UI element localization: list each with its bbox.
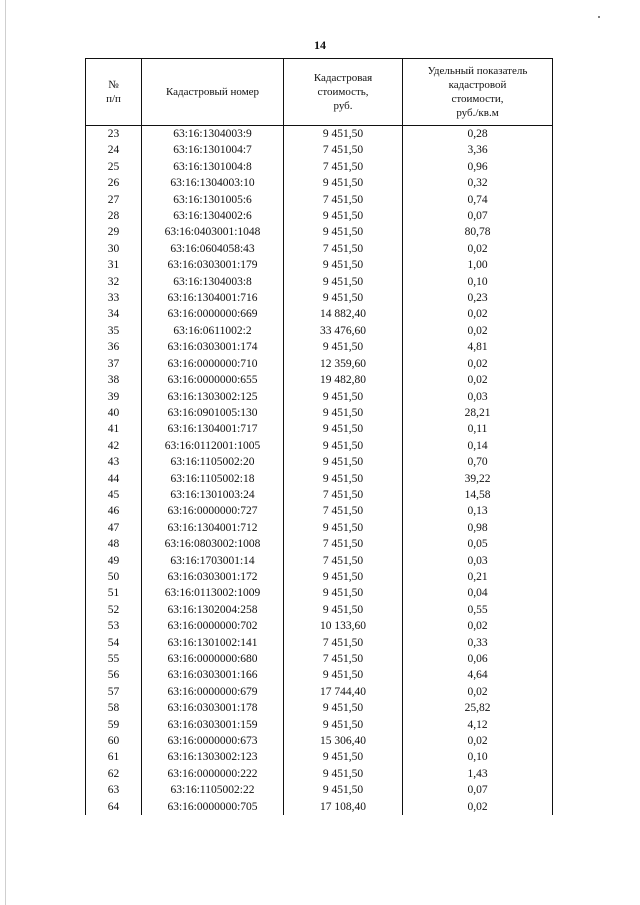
cadastral-cost-cell: 33 476,60: [284, 323, 403, 339]
header-text-line: №: [108, 79, 119, 91]
table-row: [86, 766, 553, 782]
row-number-cell: 52: [86, 602, 142, 618]
table-row: [86, 684, 553, 700]
cadastral-cost-cell: 9 451,50: [284, 454, 403, 470]
table-row: [86, 520, 553, 536]
cadastral-cost-cell: 9 451,50: [284, 569, 403, 585]
specific-rate-cell: 0,05: [403, 536, 553, 552]
row-number-cell: 42: [86, 438, 142, 454]
header-text-line: руб./кв.м: [456, 107, 499, 119]
header-row-number: [86, 59, 142, 126]
table-row: [86, 700, 553, 716]
row-number-cell: 55: [86, 651, 142, 667]
table-row: [86, 323, 553, 339]
row-number-cell: 36: [86, 339, 142, 355]
specific-rate-cell: 0,10: [403, 274, 553, 290]
cadastral-cost-cell: 9 451,50: [284, 782, 403, 798]
row-number-cell: 39: [86, 389, 142, 405]
row-number-cell: 28: [86, 208, 142, 224]
cadastral-cost-cell: 9 451,50: [284, 208, 403, 224]
cadastral-number-cell: 63:16:0303001:159: [142, 717, 284, 733]
row-number-cell: 23: [86, 126, 142, 143]
specific-rate-cell: 0,02: [403, 618, 553, 634]
cadastral-number-cell: 63:16:0000000:655: [142, 372, 284, 388]
cadastral-number-cell: 63:16:1303002:123: [142, 749, 284, 765]
header-cadastral-cost: [284, 59, 403, 126]
row-number-cell: 53: [86, 618, 142, 634]
cadastral-number-cell: 63:16:0000000:679: [142, 684, 284, 700]
table-row: [86, 356, 553, 372]
table-row: [86, 159, 553, 175]
row-number-cell: 41: [86, 421, 142, 437]
specific-rate-cell: 0,23: [403, 290, 553, 306]
row-number-cell: 58: [86, 700, 142, 716]
cadastral-cost-cell: 9 451,50: [284, 126, 403, 143]
cadastral-cost-cell: 9 451,50: [284, 749, 403, 765]
specific-rate-cell: 4,81: [403, 339, 553, 355]
specific-rate-cell: 1,00: [403, 257, 553, 273]
cadastral-number-cell: 63:16:1301004:8: [142, 159, 284, 175]
specific-rate-cell: 0,07: [403, 208, 553, 224]
specific-rate-cell: 25,82: [403, 700, 553, 716]
cadastral-number-cell: 63:16:1301005:6: [142, 192, 284, 208]
specific-rate-cell: 0,02: [403, 684, 553, 700]
table-row: [86, 799, 553, 815]
header-specific-rate: [403, 59, 553, 126]
cadastral-number-cell: 63:16:0000000:673: [142, 733, 284, 749]
specific-rate-cell: 0,74: [403, 192, 553, 208]
row-number-cell: 37: [86, 356, 142, 372]
specific-rate-cell: 0,04: [403, 585, 553, 601]
cadastral-cost-cell: 9 451,50: [284, 438, 403, 454]
specific-rate-cell: 3,36: [403, 142, 553, 158]
cadastral-number-cell: 63:16:0112001:1005: [142, 438, 284, 454]
specific-rate-cell: 0,02: [403, 306, 553, 322]
cadastral-cost-cell: 9 451,50: [284, 766, 403, 782]
cadastral-number-cell: 63:16:0303001:166: [142, 667, 284, 683]
cadastral-cost-cell: 7 451,50: [284, 192, 403, 208]
specific-rate-cell: 0,06: [403, 651, 553, 667]
cadastral-number-cell: 63:16:0000000:669: [142, 306, 284, 322]
table-header-row: [86, 59, 553, 126]
cadastral-cost-cell: 17 108,40: [284, 799, 403, 815]
cadastral-cost-cell: 9 451,50: [284, 274, 403, 290]
cadastral-cost-cell: 17 744,40: [284, 684, 403, 700]
cadastral-cost-cell: 9 451,50: [284, 224, 403, 240]
table-row: [86, 602, 553, 618]
cadastral-value-table: [85, 58, 553, 815]
specific-rate-cell: 0,11: [403, 421, 553, 437]
cadastral-cost-cell: 9 451,50: [284, 389, 403, 405]
cadastral-number-cell: 63:16:0303001:174: [142, 339, 284, 355]
cadastral-cost-cell: 19 482,80: [284, 372, 403, 388]
table-row: [86, 241, 553, 257]
cadastral-number-cell: 63:16:0000000:222: [142, 766, 284, 782]
table-row: [86, 405, 553, 421]
cadastral-cost-cell: 9 451,50: [284, 700, 403, 716]
cadastral-number-cell: 63:16:0000000:702: [142, 618, 284, 634]
cadastral-number-cell: 63:16:0000000:710: [142, 356, 284, 372]
table-row: [86, 717, 553, 733]
table-row: [86, 618, 553, 634]
cadastral-number-cell: 63:16:0803002:1008: [142, 536, 284, 552]
table-row: [86, 503, 553, 519]
table-row: [86, 487, 553, 503]
cadastral-cost-cell: 9 451,50: [284, 717, 403, 733]
cadastral-cost-cell: 7 451,50: [284, 536, 403, 552]
cadastral-cost-cell: 14 882,40: [284, 306, 403, 322]
row-number-cell: 27: [86, 192, 142, 208]
table-row: [86, 471, 553, 487]
table-row: [86, 257, 553, 273]
specific-rate-cell: 0,33: [403, 635, 553, 651]
cadastral-number-cell: 63:16:0611002:2: [142, 323, 284, 339]
cadastral-number-cell: 63:16:0000000:680: [142, 651, 284, 667]
header-text-line: п/п: [106, 93, 121, 105]
header-text-line: Кадастровый номер: [165, 86, 260, 98]
row-number-cell: 24: [86, 142, 142, 158]
cadastral-cost-cell: 9 451,50: [284, 175, 403, 191]
cadastral-cost-cell: 7 451,50: [284, 651, 403, 667]
table-row: [86, 372, 553, 388]
row-number-cell: 44: [86, 471, 142, 487]
table-row: [86, 224, 553, 240]
header-text-line: Удельный показатель: [427, 65, 528, 77]
specific-rate-cell: 0,28: [403, 126, 553, 143]
cadastral-number-cell: 63:16:0604058:43: [142, 241, 284, 257]
specific-rate-cell: 0,21: [403, 569, 553, 585]
table-row: [86, 536, 553, 552]
table-row: [86, 274, 553, 290]
specific-rate-cell: 0,96: [403, 159, 553, 175]
row-number-cell: 46: [86, 503, 142, 519]
cadastral-number-cell: 63:16:0000000:705: [142, 799, 284, 815]
table-row: [86, 290, 553, 306]
row-number-cell: 34: [86, 306, 142, 322]
cadastral-number-cell: 63:16:0303001:172: [142, 569, 284, 585]
table-row: [86, 667, 553, 683]
row-number-cell: 38: [86, 372, 142, 388]
cadastral-cost-cell: 9 451,50: [284, 339, 403, 355]
cadastral-cost-cell: 7 451,50: [284, 487, 403, 503]
specific-rate-cell: 39,22: [403, 471, 553, 487]
row-number-cell: 30: [86, 241, 142, 257]
table-row: [86, 733, 553, 749]
cadastral-number-cell: 63:16:1304003:10: [142, 175, 284, 191]
specific-rate-cell: 28,21: [403, 405, 553, 421]
table-row: [86, 438, 553, 454]
row-number-cell: 48: [86, 536, 142, 552]
table-row: [86, 192, 553, 208]
row-number-cell: 64: [86, 799, 142, 815]
row-number-cell: 35: [86, 323, 142, 339]
row-number-cell: 57: [86, 684, 142, 700]
specific-rate-cell: 0,70: [403, 454, 553, 470]
cadastral-number-cell: 63:16:1304001:712: [142, 520, 284, 536]
table-row: [86, 389, 553, 405]
header-text-line: кадастровой: [448, 79, 507, 91]
specific-rate-cell: 0,98: [403, 520, 553, 536]
specific-rate-cell: 0,03: [403, 553, 553, 569]
cadastral-number-cell: 63:16:0901005:130: [142, 405, 284, 421]
row-number-cell: 25: [86, 159, 142, 175]
row-number-cell: 29: [86, 224, 142, 240]
table-row: [86, 306, 553, 322]
table-row: [86, 651, 553, 667]
cadastral-cost-cell: 7 451,50: [284, 503, 403, 519]
specific-rate-cell: 0,02: [403, 733, 553, 749]
specific-rate-cell: 0,02: [403, 372, 553, 388]
cadastral-cost-cell: 9 451,50: [284, 290, 403, 306]
cadastral-cost-cell: 10 133,60: [284, 618, 403, 634]
specific-rate-cell: 1,43: [403, 766, 553, 782]
cadastral-cost-cell: 9 451,50: [284, 602, 403, 618]
cadastral-number-cell: 63:16:1304003:9: [142, 126, 284, 143]
cadastral-cost-cell: 9 451,50: [284, 585, 403, 601]
table-row: [86, 142, 553, 158]
table-body: [86, 126, 553, 816]
row-number-cell: 43: [86, 454, 142, 470]
row-number-cell: 26: [86, 175, 142, 191]
cadastral-number-cell: 63:16:0000000:727: [142, 503, 284, 519]
specific-rate-cell: 0,07: [403, 782, 553, 798]
header-cadastral-number: [142, 59, 284, 126]
specific-rate-cell: 14,58: [403, 487, 553, 503]
page-number: 14: [314, 38, 326, 52]
cadastral-cost-cell: 15 306,40: [284, 733, 403, 749]
row-number-cell: 47: [86, 520, 142, 536]
row-number-cell: 50: [86, 569, 142, 585]
row-number-cell: 45: [86, 487, 142, 503]
table-row: [86, 175, 553, 191]
scan-edge-line: [5, 0, 6, 905]
table-row: [86, 126, 553, 143]
cadastral-number-cell: 63:16:1703001:14: [142, 553, 284, 569]
cadastral-cost-cell: 7 451,50: [284, 635, 403, 651]
row-number-cell: 61: [86, 749, 142, 765]
specific-rate-cell: 0,14: [403, 438, 553, 454]
specific-rate-cell: 4,64: [403, 667, 553, 683]
cadastral-cost-cell: 9 451,50: [284, 257, 403, 273]
cadastral-number-cell: 63:16:1303002:125: [142, 389, 284, 405]
row-number-cell: 49: [86, 553, 142, 569]
cadastral-cost-cell: 7 451,50: [284, 159, 403, 175]
table-row: [86, 635, 553, 651]
cadastral-number-cell: 63:16:0303001:179: [142, 257, 284, 273]
cadastral-number-cell: 63:16:1301004:7: [142, 142, 284, 158]
specific-rate-cell: 4,12: [403, 717, 553, 733]
table-row: [86, 749, 553, 765]
row-number-cell: 56: [86, 667, 142, 683]
row-number-cell: 62: [86, 766, 142, 782]
cadastral-cost-cell: 9 451,50: [284, 471, 403, 487]
row-number-cell: 32: [86, 274, 142, 290]
row-number-cell: 63: [86, 782, 142, 798]
table-row: [86, 339, 553, 355]
cadastral-cost-cell: 9 451,50: [284, 667, 403, 683]
cadastral-cost-cell: 12 359,60: [284, 356, 403, 372]
specific-rate-cell: 0,02: [403, 241, 553, 257]
table-row: [86, 569, 553, 585]
specific-rate-cell: 0,02: [403, 323, 553, 339]
cadastral-cost-cell: 7 451,50: [284, 553, 403, 569]
specific-rate-cell: 0,02: [403, 356, 553, 372]
specific-rate-cell: 80,78: [403, 224, 553, 240]
row-number-cell: 31: [86, 257, 142, 273]
cadastral-number-cell: 63:16:0113002:1009: [142, 585, 284, 601]
table-row: [86, 585, 553, 601]
cadastral-cost-cell: 9 451,50: [284, 405, 403, 421]
table-row: [86, 421, 553, 437]
cadastral-number-cell: 63:16:1304001:717: [142, 421, 284, 437]
cadastral-number-cell: 63:16:1302004:258: [142, 602, 284, 618]
header-text-line: Кадастровая: [313, 72, 373, 84]
specific-rate-cell: 0,55: [403, 602, 553, 618]
cadastral-number-cell: 63:16:1105002:22: [142, 782, 284, 798]
cadastral-number-cell: 63:16:1304003:8: [142, 274, 284, 290]
cadastral-cost-cell: 9 451,50: [284, 421, 403, 437]
table-row: [86, 208, 553, 224]
cadastral-cost-cell: 7 451,50: [284, 142, 403, 158]
cadastral-number-cell: 63:16:1301002:141: [142, 635, 284, 651]
row-number-cell: 33: [86, 290, 142, 306]
cadastral-cost-cell: 7 451,50: [284, 241, 403, 257]
cadastral-number-cell: 63:16:0303001:178: [142, 700, 284, 716]
table-row: [86, 782, 553, 798]
row-number-cell: 59: [86, 717, 142, 733]
specific-rate-cell: 0,32: [403, 175, 553, 191]
specific-rate-cell: 0,03: [403, 389, 553, 405]
cadastral-number-cell: 63:16:1105002:18: [142, 471, 284, 487]
table-row: [86, 553, 553, 569]
cadastral-number-cell: 63:16:0403001:1048: [142, 224, 284, 240]
cadastral-number-cell: 63:16:1105002:20: [142, 454, 284, 470]
table-row: [86, 454, 553, 470]
row-number-cell: 60: [86, 733, 142, 749]
cadastral-cost-cell: 9 451,50: [284, 520, 403, 536]
specific-rate-cell: 0,10: [403, 749, 553, 765]
specific-rate-cell: 0,02: [403, 799, 553, 815]
cadastral-number-cell: 63:16:1304002:6: [142, 208, 284, 224]
header-text-line: стоимости,: [451, 93, 504, 105]
row-number-cell: 40: [86, 405, 142, 421]
header-text-line: руб.: [333, 100, 353, 112]
header-text-line: стоимость,: [317, 86, 369, 98]
cadastral-number-cell: 63:16:1301003:24: [142, 487, 284, 503]
specific-rate-cell: 0,13: [403, 503, 553, 519]
scan-speck: [598, 16, 600, 18]
row-number-cell: 54: [86, 635, 142, 651]
cadastral-number-cell: 63:16:1304001:716: [142, 290, 284, 306]
row-number-cell: 51: [86, 585, 142, 601]
